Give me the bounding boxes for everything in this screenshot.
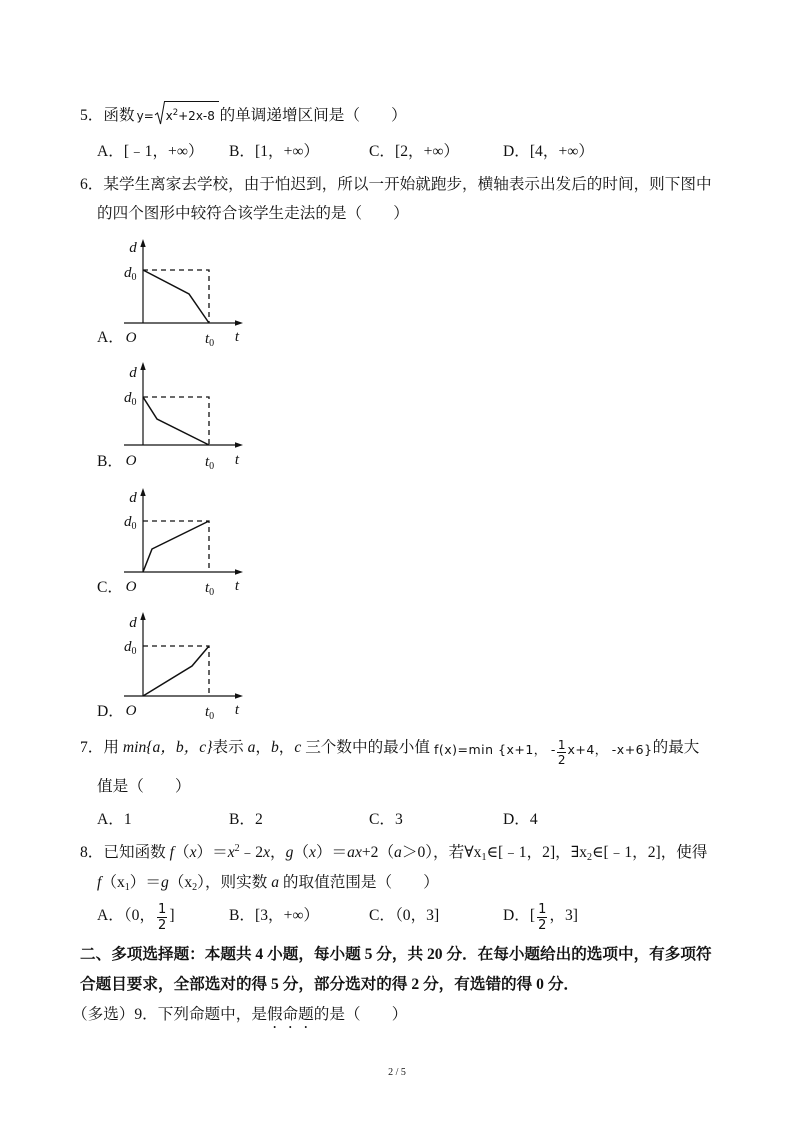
graph-d-label-origin: O bbox=[125, 703, 137, 719]
graph-c-label-t: t bbox=[234, 578, 240, 594]
q5-option-b: B．[1，+∞） bbox=[229, 143, 320, 160]
q8-f: f bbox=[97, 874, 102, 891]
q7-fraction-denominator: 2 bbox=[557, 752, 566, 767]
q6-option-a: A． bbox=[97, 329, 124, 346]
q8-a: a bbox=[271, 874, 280, 891]
graph-a-y-arrow bbox=[140, 239, 145, 247]
graph-b-x-arrow bbox=[235, 442, 243, 447]
q5-formula bbox=[137, 100, 220, 126]
q8-text: （x bbox=[168, 874, 193, 891]
q6-option-b: B． bbox=[97, 453, 123, 470]
q8-option-a-fraction bbox=[157, 903, 167, 932]
graph-a-x-arrow bbox=[235, 320, 243, 325]
graph-d-label-t0 bbox=[205, 704, 214, 722]
graph-a-dashed-guide bbox=[143, 270, 209, 323]
q5-option-d: D．[4，+∞） bbox=[503, 143, 594, 160]
graph-c-d0-main: d bbox=[124, 514, 132, 530]
q7-text: 7．用 bbox=[80, 739, 123, 756]
q5-option-c: C．[2，+∞） bbox=[369, 143, 460, 160]
section2-heading-line1: 二、多项选择题：本题共 4 小题，每小题 5 分，共 20 分．在每小题给出的选项中，有多项符 bbox=[80, 946, 712, 963]
graph-c-t0-sub: 0 bbox=[209, 587, 215, 598]
graph-d-y-arrow bbox=[140, 612, 145, 620]
q5-prefix: 5．函数 bbox=[80, 107, 135, 124]
q7-text: ， bbox=[255, 739, 271, 756]
graph-b-t0-sub: 0 bbox=[209, 461, 215, 472]
q8-text: ）＝ bbox=[129, 874, 161, 891]
q8-text: （x bbox=[101, 874, 125, 891]
q8-option-c: C．（0，3] bbox=[369, 907, 440, 924]
q8-option-d-pre: D．[ bbox=[503, 907, 536, 924]
q8-option-a-numerator: 1 bbox=[158, 902, 167, 918]
graph-a-d0-sub: 0 bbox=[131, 272, 137, 283]
q7-text: 表示 bbox=[212, 739, 248, 756]
graph-a-curve bbox=[143, 270, 209, 323]
q8-text: +2（ bbox=[361, 844, 395, 861]
q8-subscript: 2 bbox=[192, 882, 198, 893]
q8-stem-line1 bbox=[80, 843, 708, 863]
graph-b-y-arrow bbox=[140, 362, 145, 370]
q8-subscript: 1 bbox=[481, 852, 487, 863]
q7-formula-minus: - bbox=[550, 742, 556, 757]
q7-min-notation: min{a，b，c} bbox=[122, 739, 213, 756]
page-number: 2 / 5 bbox=[388, 1067, 406, 1078]
graph-c-label-d: d bbox=[129, 490, 137, 506]
q8-text: ），则实数 bbox=[197, 874, 272, 891]
q8-option-a-denominator: 2 bbox=[158, 918, 167, 934]
graph-d-label-t: t bbox=[234, 702, 240, 718]
graph-a-t0-main: t bbox=[205, 331, 210, 347]
q9-pre: （多选）9．下列命题中，是 bbox=[72, 1006, 267, 1023]
q8-subscript: 2 bbox=[587, 852, 592, 863]
graph-a-t0-sub: 0 bbox=[209, 338, 215, 349]
q8-text: 8．已知函数 bbox=[80, 844, 170, 861]
q5-option-a: A．[﹣1，+∞） bbox=[97, 143, 204, 160]
graph-b-d0-main: d bbox=[124, 390, 132, 406]
graph-b-label-t: t bbox=[234, 452, 240, 468]
q7-var-a: a bbox=[247, 739, 256, 756]
graph-d-t0-main: t bbox=[205, 704, 210, 720]
graph-d-dashed-guide bbox=[143, 646, 209, 696]
graph-d-label-d0 bbox=[124, 639, 137, 657]
q5-radicand-base: x bbox=[165, 109, 173, 123]
q9-emphasis: 假命题 bbox=[266, 1006, 314, 1023]
q8-x: x bbox=[189, 844, 197, 861]
section2-heading-line2: 合题目要求，全部选对的得 5 分，部分选对的得 2 分，有选错的得 0 分． bbox=[80, 976, 580, 993]
q7-stem-line1 bbox=[80, 737, 700, 767]
q8-option-a bbox=[97, 902, 175, 934]
graph-c-label-t0 bbox=[205, 580, 214, 598]
q8-x: x bbox=[263, 844, 270, 861]
q8-option-d-numerator: 1 bbox=[538, 902, 547, 918]
q7-stem-line2: 值是（ ） bbox=[97, 778, 191, 795]
graph-c bbox=[124, 488, 243, 598]
q8-a: a bbox=[394, 844, 402, 861]
graph-d-curve bbox=[143, 646, 209, 696]
q8-exponent: 2 bbox=[234, 843, 240, 854]
q7-formula-fraction bbox=[557, 739, 567, 766]
graph-b-label-origin: O bbox=[125, 453, 137, 469]
q7-option-b: B．2 bbox=[229, 811, 263, 828]
q8-text: （ bbox=[293, 844, 310, 861]
q8-option-b: B．[3，+∞） bbox=[229, 907, 320, 924]
q7-option-d: D．4 bbox=[503, 811, 538, 828]
q7-var-b: b bbox=[270, 739, 279, 756]
graph-b-label-d: d bbox=[129, 365, 137, 381]
q8-text: ）＝ bbox=[196, 844, 228, 861]
q5-suffix: 的单调递增区间是（ ） bbox=[219, 107, 407, 124]
q8-text: ＞0），若∀x bbox=[401, 844, 482, 861]
q8-text: ﹣2 bbox=[239, 844, 264, 861]
q7-line1-end: 的最大 bbox=[652, 739, 700, 756]
q8-option-d-post: ，3] bbox=[549, 907, 578, 924]
q7-option-c: C．3 bbox=[369, 811, 403, 828]
q9-post: 的是（ ） bbox=[313, 1006, 408, 1023]
graph-c-label-origin: O bbox=[125, 579, 137, 595]
graph-a-label-origin: O bbox=[125, 330, 137, 346]
q8-text: （ bbox=[174, 844, 190, 861]
graph-a-label-t0 bbox=[205, 331, 214, 349]
q9-stem bbox=[72, 1005, 407, 1032]
graph-b bbox=[124, 362, 243, 472]
q8-subscript: 1 bbox=[124, 882, 130, 893]
q7-formula-head: f(x)=min {x+1， bbox=[433, 742, 547, 757]
graph-b-t0-main: t bbox=[205, 454, 210, 470]
q8-option-d-fraction bbox=[537, 903, 547, 932]
graph-b-label-d0 bbox=[124, 390, 137, 408]
graph-a bbox=[124, 239, 243, 349]
graph-c-t0-main: t bbox=[205, 580, 210, 596]
q8-text: ， bbox=[270, 844, 286, 861]
graph-a-d0-main: d bbox=[124, 265, 132, 281]
graph-c-y-arrow bbox=[140, 488, 145, 496]
q7-var-c: c bbox=[294, 739, 302, 756]
q5-radicand-rest: +2x-8 bbox=[178, 109, 215, 123]
q7-text: ， bbox=[278, 739, 295, 756]
q8-option-a-pre: A．（0， bbox=[97, 907, 156, 924]
graph-c-dashed-guide bbox=[143, 521, 209, 572]
q8-option-a-post: ] bbox=[169, 907, 175, 924]
q5-formula-radicand bbox=[166, 110, 215, 122]
graph-c-d0-sub: 0 bbox=[131, 521, 137, 532]
graph-c-label-d0 bbox=[124, 514, 137, 532]
graph-c-curve bbox=[143, 521, 209, 572]
q8-text: ）＝ bbox=[315, 844, 348, 861]
graph-d-d0-main: d bbox=[124, 639, 132, 655]
q8-option-d bbox=[503, 902, 578, 934]
q7-fraction-numerator: 1 bbox=[557, 737, 566, 752]
graph-d-label-d: d bbox=[129, 615, 137, 631]
q5-stem bbox=[80, 106, 407, 126]
graph-b-curve bbox=[143, 397, 209, 445]
q7-formula bbox=[433, 737, 653, 767]
q8-f: f bbox=[169, 844, 175, 861]
q6-option-d: D． bbox=[97, 703, 124, 720]
q8-x: x bbox=[309, 844, 316, 861]
q7-formula-mid: x+4， bbox=[567, 742, 608, 757]
q6-stem-line1: 6．某学生离家去学校，由于怕迟到，所以一开始就跑步，横轴表示出发后的时间，则下图中 bbox=[80, 176, 712, 193]
q7-option-a: A．1 bbox=[97, 811, 132, 828]
q8-text: 的取值范围是（ ） bbox=[279, 874, 439, 891]
q8-ax: ax bbox=[347, 844, 362, 861]
q6-stem-line2: 的四个图形中较符合该学生走法的是（ ） bbox=[97, 205, 409, 222]
q5-formula-lhs: y= bbox=[136, 109, 154, 123]
q8-option-d-denominator: 2 bbox=[538, 918, 547, 934]
q6-option-c: C． bbox=[97, 579, 123, 596]
q8-g: g bbox=[160, 874, 169, 891]
graph-a-label-d0 bbox=[124, 265, 137, 283]
q5-radicand-exponent: 2 bbox=[172, 108, 179, 118]
q6-graphs bbox=[100, 230, 260, 730]
q8-text: ∈[﹣1，2]，使得 bbox=[592, 844, 708, 861]
q8-stem-line2 bbox=[97, 873, 439, 893]
graph-a-label-d: d bbox=[129, 240, 137, 256]
graph-b-d0-sub: 0 bbox=[131, 397, 137, 408]
graph-d bbox=[124, 612, 243, 722]
graph-b-label-t0 bbox=[205, 454, 214, 472]
graph-c-x-arrow bbox=[235, 569, 243, 574]
q7-formula-tail: -x+6} bbox=[611, 742, 653, 757]
graph-d-t0-sub: 0 bbox=[209, 711, 215, 722]
graph-a-label-t: t bbox=[234, 329, 240, 345]
q8-g: g bbox=[285, 844, 294, 861]
graph-d-x-arrow bbox=[235, 693, 243, 698]
q7-text: 三个数中的最小值 bbox=[301, 739, 430, 756]
graph-d-d0-sub: 0 bbox=[131, 646, 137, 657]
q8-text: ∈[﹣1，2]，∃x bbox=[486, 844, 587, 861]
q8-x: x bbox=[227, 844, 235, 861]
graph-b-dashed-guide bbox=[143, 397, 209, 445]
